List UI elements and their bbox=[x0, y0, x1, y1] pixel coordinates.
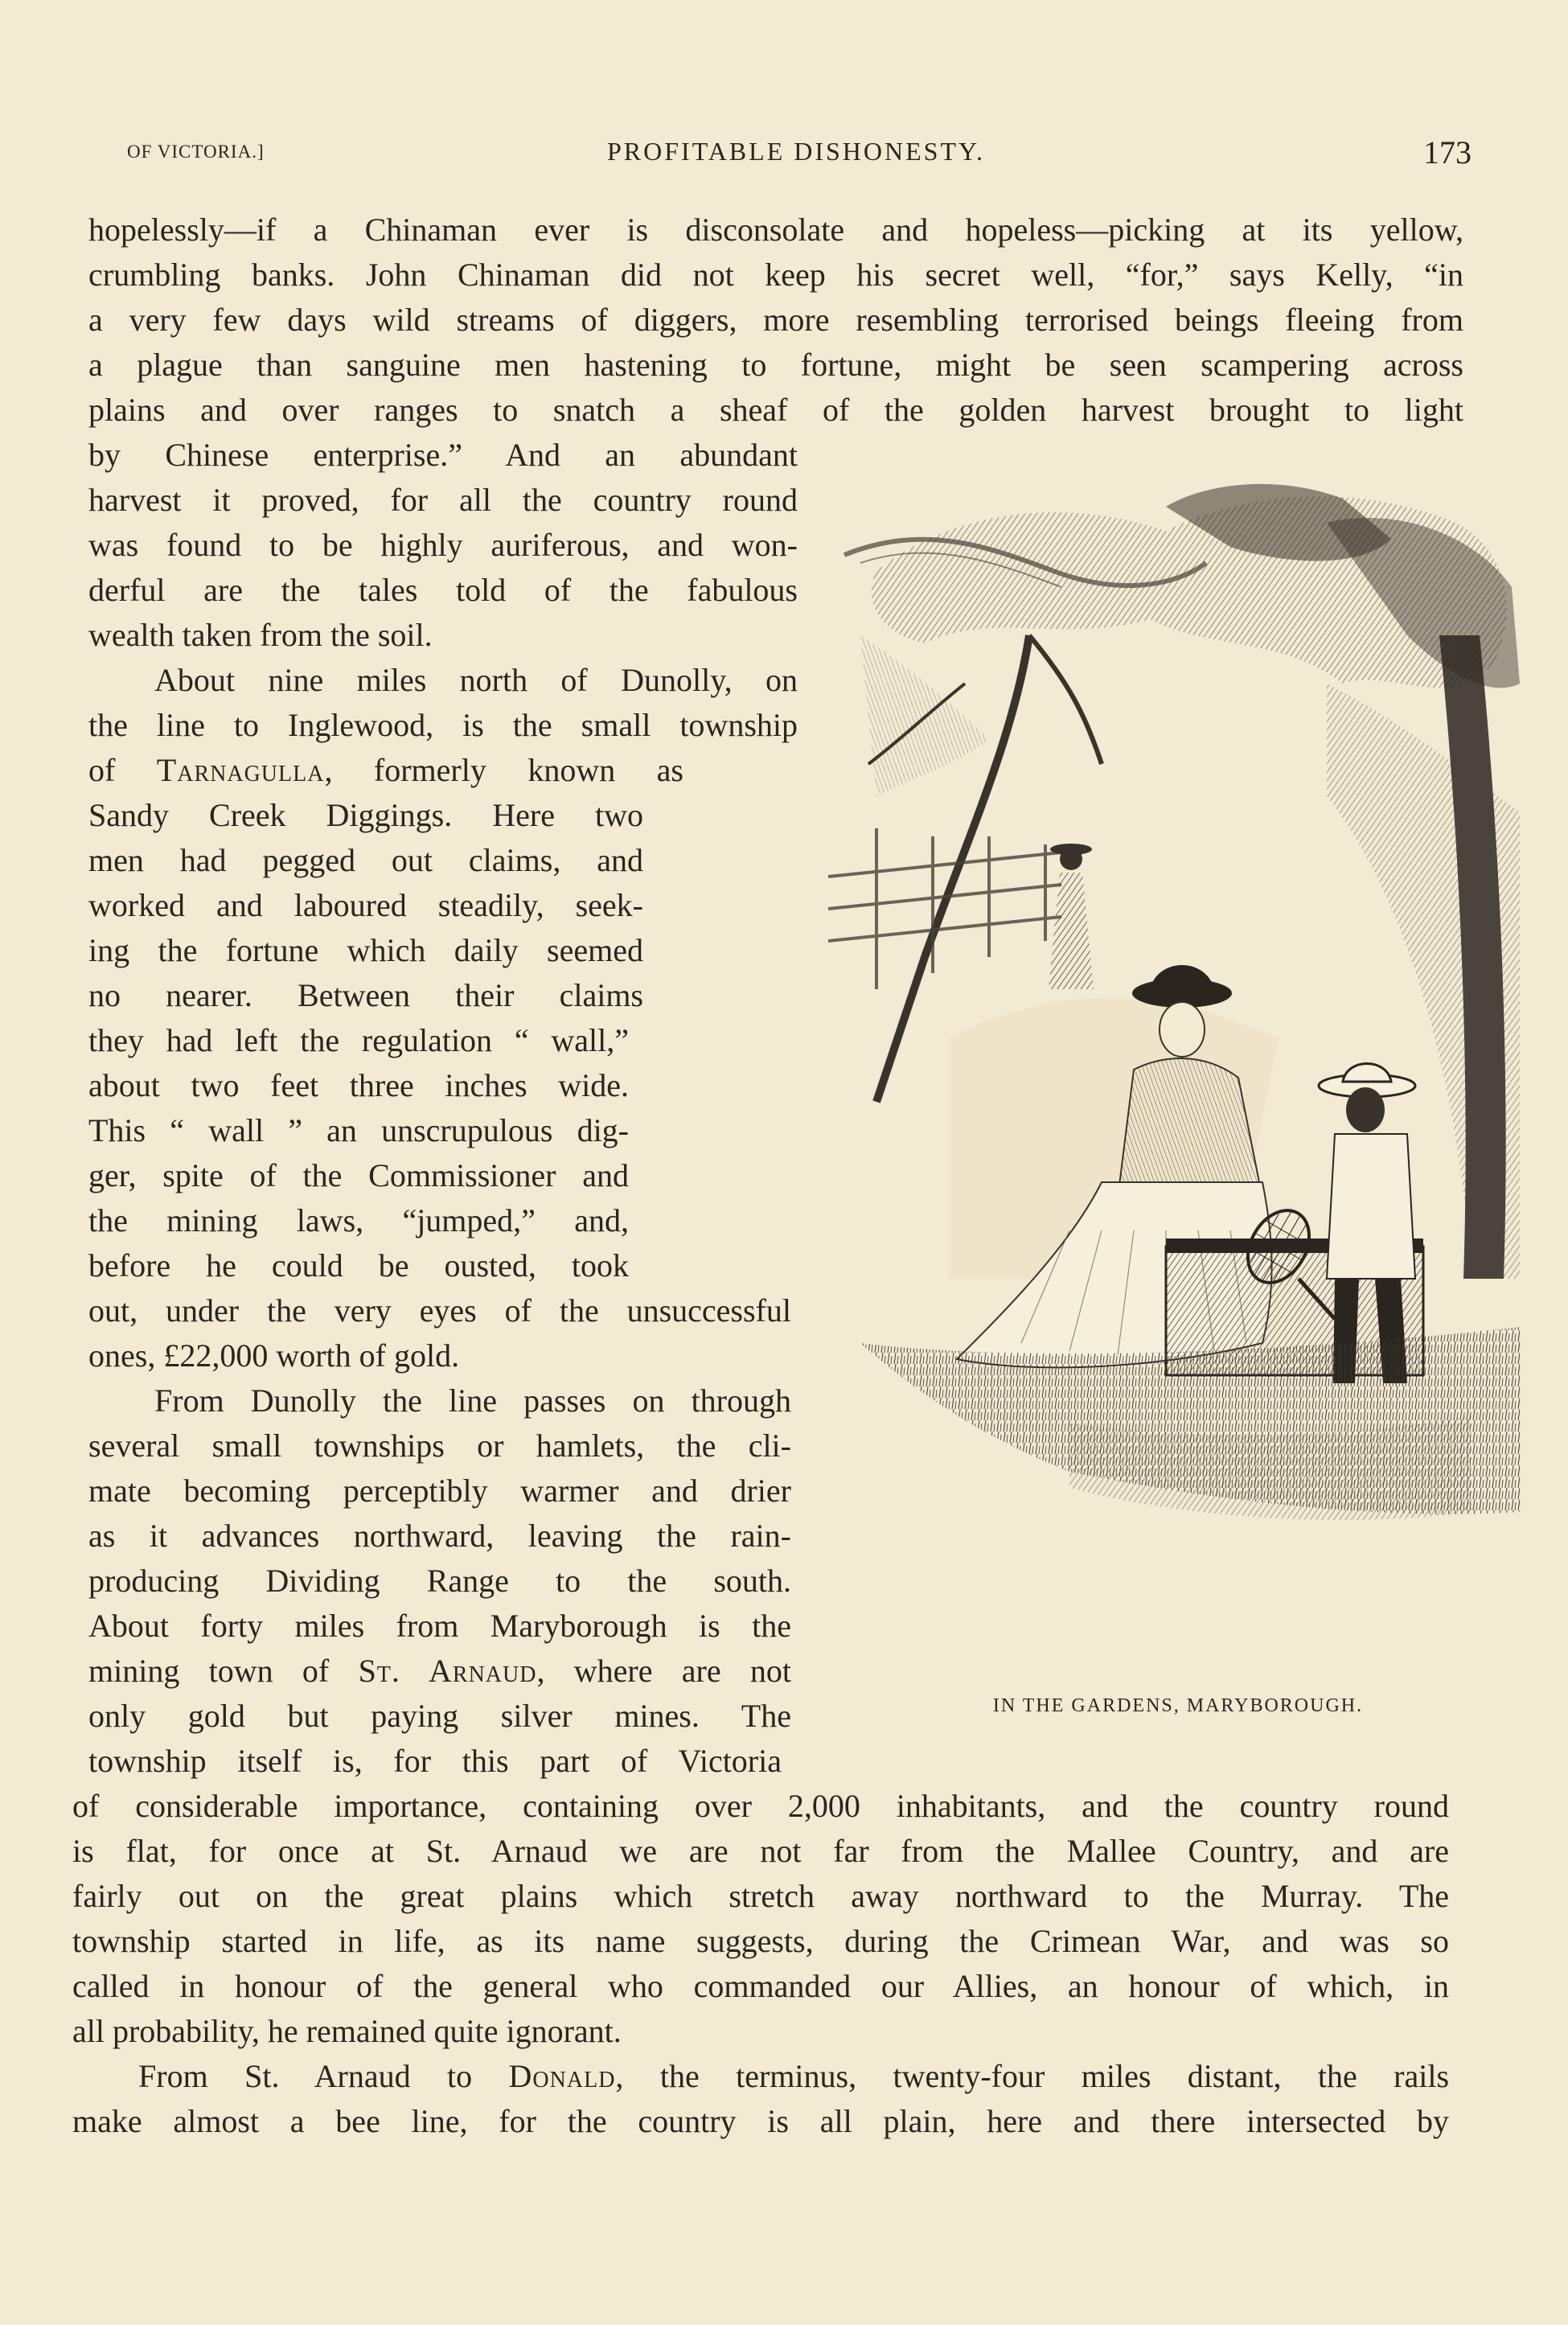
text-line: as it advances northward, leaving the rain- bbox=[88, 1518, 791, 1554]
text-line: hopelessly—if a Chinaman ever is disconsolate and hopeless—picking at its yellow, bbox=[88, 212, 1463, 248]
text-line: out, under the very eyes of the unsuccessful bbox=[88, 1292, 791, 1329]
place-name: Tarnagulla bbox=[156, 752, 325, 788]
text-line: township started in life, as its name suggests, during the Crimean War, and was so bbox=[72, 1923, 1449, 1959]
text-line: worked and laboured steadily, seek- bbox=[88, 887, 643, 923]
text-line: From Dunolly the line passes on through bbox=[154, 1382, 791, 1419]
text-line: crumbling banks. John Chinaman did not keep his secret well, “for,” says Kelly, “in bbox=[88, 257, 1463, 293]
text-line: the line to Inglewood, is the small township bbox=[88, 707, 798, 743]
text-line: mate becoming perceptibly warmer and drier bbox=[88, 1473, 791, 1509]
text-line: About forty miles from Maryborough is the bbox=[88, 1608, 791, 1644]
paragraph-full-top bbox=[88, 207, 1463, 433]
text-line: the mining laws, “jumped,” and, bbox=[88, 1202, 629, 1238]
text-line: by Chinese enterprise.” And an abundant bbox=[88, 437, 798, 473]
column-text-end bbox=[88, 1739, 782, 1784]
figure-caption: IN THE GARDENS, MARYBOROUGH. bbox=[992, 1695, 1364, 1716]
column-text-narrowest bbox=[88, 1018, 629, 1288]
text-line: This “ wall ” an unscrupulous dig- bbox=[88, 1112, 629, 1148]
text-line: township itself is, for this part of Victoria bbox=[88, 1743, 782, 1779]
text-line: is flat, for once at St. Arnaud we are not far from the Mallee Country, and are bbox=[72, 1833, 1449, 1869]
running-header bbox=[121, 135, 1472, 175]
text-line: harvest it proved, for all the country round bbox=[88, 482, 798, 518]
text-line: plains and over ranges to snatch a sheaf of the golden harvest brought to light bbox=[88, 392, 1463, 428]
text-line: producing Dividing Range to the south. bbox=[88, 1563, 791, 1599]
text-line: derful are the tales told of the fabulous bbox=[88, 572, 798, 608]
text-line: no nearer. Between their claims bbox=[88, 977, 643, 1013]
text-line: men had pegged out claims, and bbox=[88, 842, 643, 878]
text-line: fairly out on the great plains which stretch away northward to the Murray. The bbox=[72, 1878, 1449, 1914]
text-line: make almost a bee line, for the country is all plain, here and there intersected by bbox=[72, 2103, 1449, 2139]
column-text-tarnagulla bbox=[88, 748, 683, 793]
text-line: a very few days wild streams of diggers, more resembling terrorised beings fleeing from bbox=[88, 302, 1463, 338]
text-line: ing the fortune which daily seemed bbox=[88, 932, 643, 968]
text-line: of Tarnagulla, formerly known as bbox=[88, 752, 683, 788]
text-line: all probability, he remained quite ignorant. bbox=[72, 2013, 622, 2049]
place-name: Donald bbox=[508, 2058, 616, 2094]
text-line: was found to be highly auriferous, and won- bbox=[88, 527, 798, 563]
text-line: mining town of St. Arnaud, where are not bbox=[88, 1653, 791, 1689]
text-line: Sandy Creek Diggings. Here two bbox=[88, 797, 643, 833]
column-text-lower bbox=[88, 1288, 791, 1739]
column-text-first bbox=[88, 433, 798, 748]
header-section-title: OF VICTORIA.] bbox=[127, 142, 265, 162]
garden-illustration bbox=[828, 474, 1528, 1665]
text-line: before he could be ousted, took bbox=[88, 1247, 629, 1284]
text-line: several small townships or hamlets, the cli- bbox=[88, 1427, 791, 1464]
text-line: a plague than sanguine men hastening to fortune, might be seen scampering across bbox=[88, 347, 1463, 383]
text-line: ones, £22,000 worth of gold. bbox=[88, 1337, 460, 1374]
place-name: St. Arnaud bbox=[358, 1653, 537, 1689]
text-line: they had left the regulation “ wall,” bbox=[88, 1022, 629, 1058]
text-line: wealth taken from the soil. bbox=[88, 617, 433, 653]
column-text-narrow bbox=[88, 793, 643, 1018]
text-line: From St. Arnaud to Donald, the terminus, twenty-four miles distant, the rails bbox=[138, 2058, 1450, 2094]
text-line: of considerable importance, containing over 2,000 inhabitants, and the country round bbox=[72, 1788, 1449, 1824]
text-line: About nine miles north of Dunolly, on bbox=[154, 662, 798, 698]
page-number: 173 bbox=[1423, 134, 1472, 170]
text-line: called in honour of the general who commanded our Allies, an honour of which, in bbox=[72, 1968, 1449, 2004]
text-line: about two feet three inches wide. bbox=[88, 1067, 629, 1103]
header-chapter-title: PROFITABLE DISHONESTY. bbox=[607, 137, 985, 166]
paragraph-full-bottom bbox=[72, 1784, 1449, 2144]
text-line: ger, spite of the Commissioner and bbox=[88, 1157, 629, 1193]
text-line: only gold but paying silver mines. The bbox=[88, 1698, 791, 1734]
